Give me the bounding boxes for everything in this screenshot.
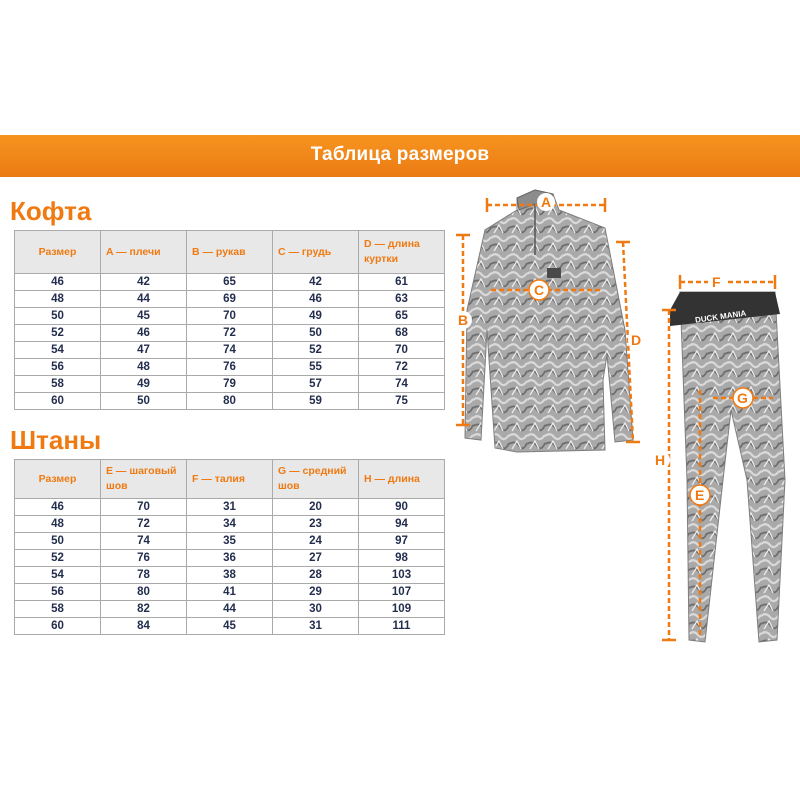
table-cell: 36 xyxy=(187,550,273,567)
jacket-illustration xyxy=(465,190,633,452)
table-cell: 35 xyxy=(187,533,273,550)
table-cell: 45 xyxy=(101,308,187,325)
table-row xyxy=(15,499,445,516)
label-a: A xyxy=(541,194,552,210)
table-cell: 54 xyxy=(15,567,101,584)
table-cell: 60 xyxy=(15,393,101,410)
table-cell: 63 xyxy=(359,291,445,308)
table-cell: 72 xyxy=(101,516,187,533)
table-cell: 65 xyxy=(359,308,445,325)
table-cell: 80 xyxy=(101,584,187,601)
table-cell: 61 xyxy=(359,274,445,291)
table-cell: 49 xyxy=(273,308,359,325)
table-cell: 49 xyxy=(101,376,187,393)
table-row xyxy=(15,601,445,618)
table-cell: 55 xyxy=(273,359,359,376)
table-row xyxy=(15,393,445,410)
table-cell: 58 xyxy=(15,376,101,393)
label-c: C xyxy=(534,282,545,298)
table-cell: 82 xyxy=(101,601,187,618)
table-cell: 48 xyxy=(15,291,101,308)
table-row xyxy=(15,516,445,533)
table-cell: 68 xyxy=(359,325,445,342)
table-cell: 60 xyxy=(15,618,101,635)
table-cell: 23 xyxy=(273,516,359,533)
table-cell: 65 xyxy=(187,274,273,291)
table-cell: 41 xyxy=(187,584,273,601)
pants-header-cell: E — шаговый шов xyxy=(101,460,187,499)
label-g: G xyxy=(737,390,748,406)
table-row xyxy=(15,567,445,584)
table-cell: 74 xyxy=(359,376,445,393)
table-cell: 76 xyxy=(101,550,187,567)
pants-header-cell: Размер xyxy=(15,460,101,499)
table-row xyxy=(15,291,445,308)
table-cell: 34 xyxy=(187,516,273,533)
table-cell: 50 xyxy=(15,308,101,325)
table-row xyxy=(15,550,445,567)
table-cell: 47 xyxy=(101,342,187,359)
table-cell: 109 xyxy=(359,601,445,618)
jacket-section-title: Кофта xyxy=(10,196,92,226)
table-cell: 56 xyxy=(15,584,101,601)
table-cell: 29 xyxy=(273,584,359,601)
table-cell: 48 xyxy=(15,516,101,533)
table-cell: 50 xyxy=(273,325,359,342)
table-cell: 56 xyxy=(15,359,101,376)
table-row xyxy=(15,274,445,291)
table-cell: 48 xyxy=(101,359,187,376)
jacket-header-cell: Размер xyxy=(15,231,101,274)
waistband-text: DUCK MANIA xyxy=(694,308,747,325)
table-cell: 72 xyxy=(187,325,273,342)
table-cell: 46 xyxy=(15,274,101,291)
table-cell: 28 xyxy=(273,567,359,584)
table-cell: 46 xyxy=(101,325,187,342)
table-cell: 70 xyxy=(359,342,445,359)
table-cell: 69 xyxy=(187,291,273,308)
measurement-diagram xyxy=(455,180,800,660)
table-row xyxy=(15,325,445,342)
table-cell: 46 xyxy=(273,291,359,308)
label-d: D xyxy=(631,332,642,348)
table-row xyxy=(15,308,445,325)
table-row xyxy=(15,342,445,359)
table-cell: 57 xyxy=(273,376,359,393)
table-cell: 58 xyxy=(15,601,101,618)
label-e: E xyxy=(695,487,705,503)
jacket-header-cell: D — длина куртки xyxy=(359,231,445,274)
table-cell: 75 xyxy=(359,393,445,410)
jacket-header-cell: A — плечи xyxy=(101,231,187,274)
table-cell: 50 xyxy=(15,533,101,550)
pants-header-cell: G — средний шов xyxy=(273,460,359,499)
pants-header-cell: H — длина xyxy=(359,460,445,499)
table-cell: 94 xyxy=(359,516,445,533)
table-row xyxy=(15,618,445,635)
table-cell: 74 xyxy=(101,533,187,550)
pants-header-cell: F — талия xyxy=(187,460,273,499)
table-cell: 78 xyxy=(101,567,187,584)
table-cell: 103 xyxy=(359,567,445,584)
label-h: H xyxy=(655,452,666,468)
table-cell: 80 xyxy=(187,393,273,410)
table-cell: 70 xyxy=(187,308,273,325)
table-cell: 31 xyxy=(187,499,273,516)
jacket-header-cell: C — грудь xyxy=(273,231,359,274)
table-cell: 72 xyxy=(359,359,445,376)
table-cell: 30 xyxy=(273,601,359,618)
header-banner xyxy=(0,135,800,177)
table-cell: 107 xyxy=(359,584,445,601)
table-cell: 70 xyxy=(101,499,187,516)
table-cell: 76 xyxy=(187,359,273,376)
table-cell: 50 xyxy=(101,393,187,410)
table-cell: 42 xyxy=(273,274,359,291)
table-cell: 111 xyxy=(359,618,445,635)
table-cell: 52 xyxy=(15,325,101,342)
table-cell: 52 xyxy=(273,342,359,359)
table-cell: 79 xyxy=(187,376,273,393)
table-cell: 98 xyxy=(359,550,445,567)
table-cell: 42 xyxy=(101,274,187,291)
table-cell: 38 xyxy=(187,567,273,584)
table-cell: 45 xyxy=(187,618,273,635)
page-title: Таблица размеров xyxy=(310,144,490,165)
table-cell: 24 xyxy=(273,533,359,550)
label-b: B xyxy=(458,312,469,328)
table-cell: 54 xyxy=(15,342,101,359)
table-cell: 44 xyxy=(187,601,273,618)
table-cell: 20 xyxy=(273,499,359,516)
table-cell: 27 xyxy=(273,550,359,567)
table-row xyxy=(15,376,445,393)
table-row xyxy=(15,533,445,550)
table-cell: 46 xyxy=(15,499,101,516)
table-cell: 97 xyxy=(359,533,445,550)
table-cell: 90 xyxy=(359,499,445,516)
jacket-header-cell: B — рукав xyxy=(187,231,273,274)
jacket-size-table xyxy=(14,230,445,410)
pants-illustration xyxy=(670,292,785,642)
table-cell: 74 xyxy=(187,342,273,359)
table-row xyxy=(15,359,445,376)
table-cell: 52 xyxy=(15,550,101,567)
label-f: F xyxy=(712,274,721,290)
table-cell: 59 xyxy=(273,393,359,410)
table-row xyxy=(15,584,445,601)
pants-size-table xyxy=(14,459,445,635)
table-cell: 44 xyxy=(101,291,187,308)
pants-section-title: Штаны xyxy=(10,425,102,455)
table-cell: 84 xyxy=(101,618,187,635)
table-cell: 31 xyxy=(273,618,359,635)
